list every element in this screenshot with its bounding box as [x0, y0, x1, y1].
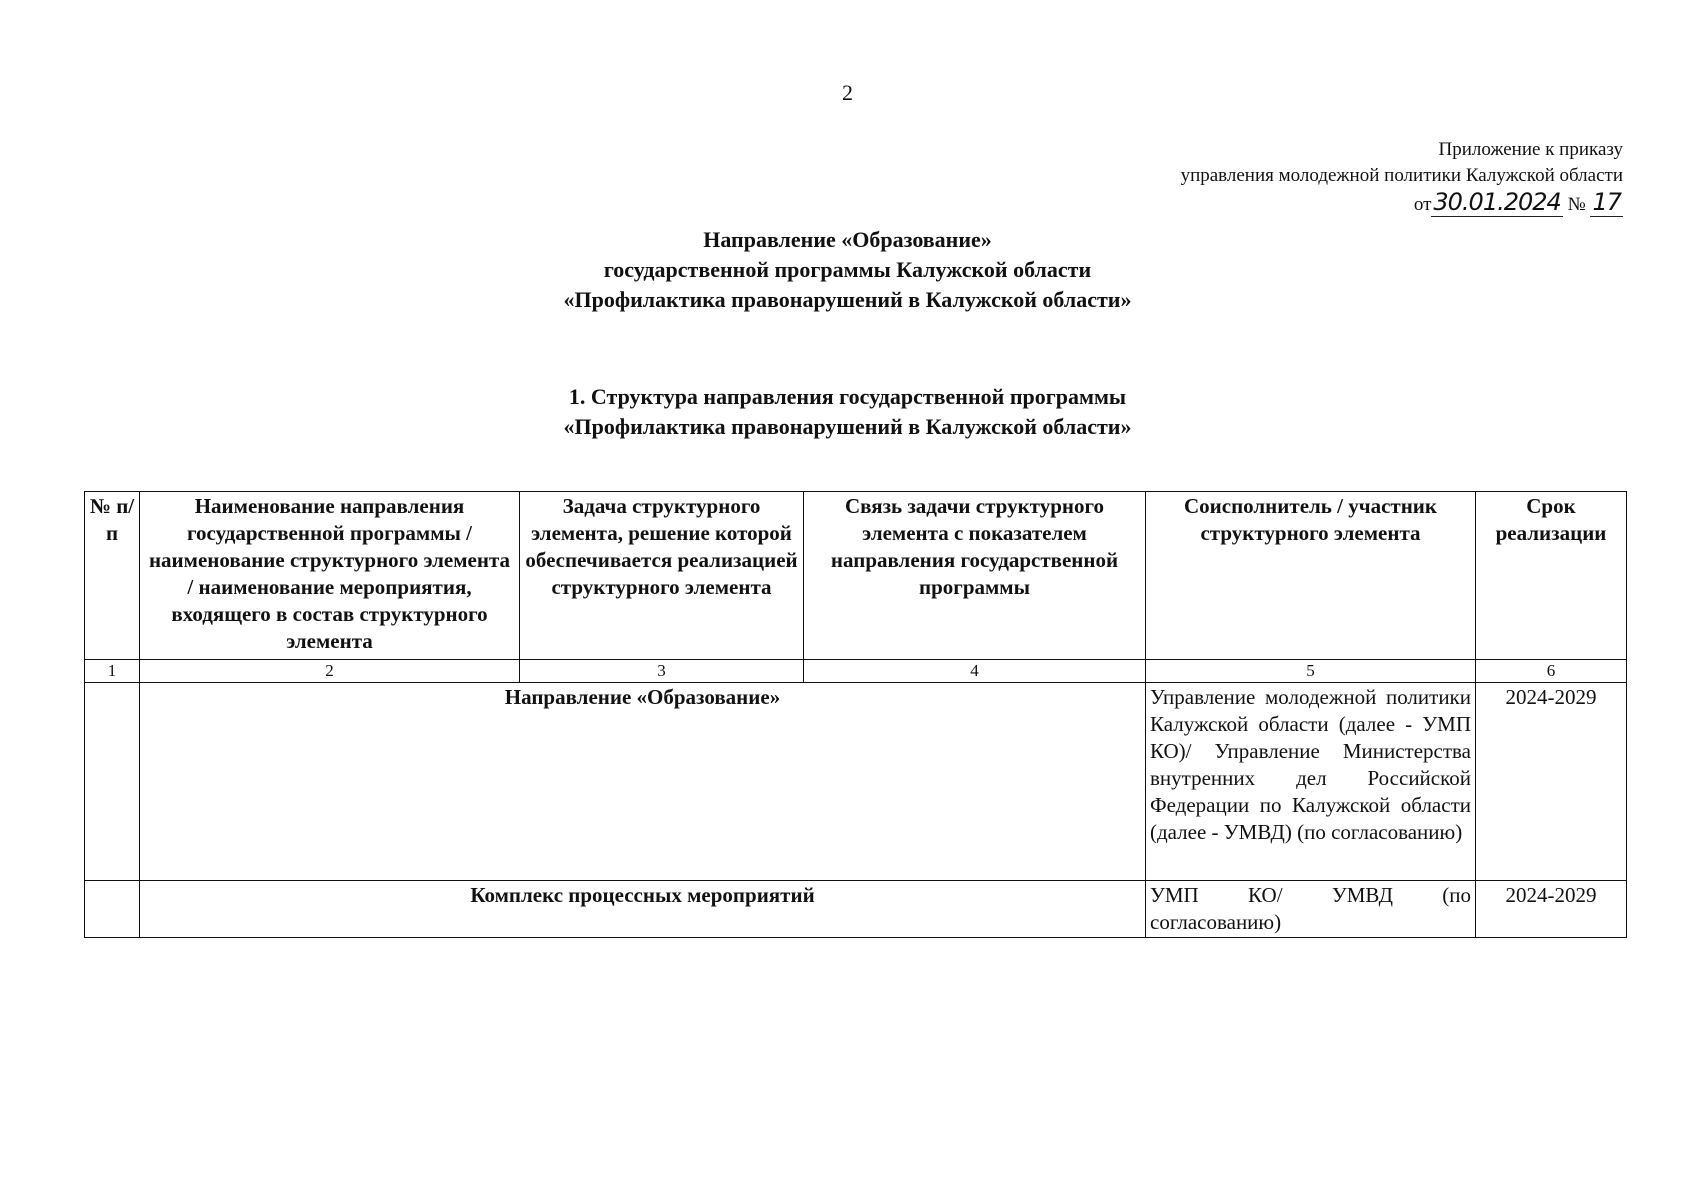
row-period: 2024-2029 [1476, 683, 1627, 881]
table-row [85, 881, 1627, 938]
header-participant: Соисполнитель / участник структурного элемента [1146, 492, 1476, 660]
approval-number-label: № [1567, 194, 1586, 215]
handwritten-date: 30.01.2024 [1433, 188, 1561, 216]
column-number: 3 [520, 660, 804, 683]
header-task: Задача структурного элемента, решение которой обеспечивается реализацией структурного элемента [520, 492, 804, 660]
section-line-2: «Профилактика правонарушений в Калужской области» [563, 414, 1132, 439]
approval-stamp [1181, 137, 1623, 218]
section-line-1: 1. Структура направления государственной программы [568, 384, 1127, 409]
column-number: 1 [85, 660, 140, 683]
row-number [85, 881, 140, 938]
table-header-row [85, 492, 1627, 660]
title-line-2: государственной программы Калужской области [603, 257, 1092, 282]
title-line-3: «Профилактика правонарушений в Калужской области» [563, 287, 1132, 312]
header-link: Связь задачи структурного элемента с показателем направления государственной программы [804, 492, 1146, 660]
header-name: Наименование направления государственной программы / наименование структурного элемента / наименование мероприятия, входящего в состав структурного элемента [140, 492, 520, 660]
handwritten-number: 17 [1592, 188, 1621, 216]
header-period: Срок реализации [1476, 492, 1627, 660]
row-participant: Управление молодежной политики Калужской области (далее - УМП КО)/ Управление Министерства внутренних дел Российской Федерации по Калужской области (далее - УМВД) (по согласованию) [1146, 683, 1476, 881]
document-title [0, 225, 1695, 315]
approval-line-2: управления молодежной политики Калужской области [1180, 165, 1623, 186]
section-heading [0, 382, 1695, 442]
approval-from-label: от [1413, 194, 1432, 215]
column-number: 4 [804, 660, 1146, 683]
row-participant: УМП КО/ УМВД (по согласованию) [1146, 881, 1476, 938]
row-period: 2024-2029 [1476, 881, 1627, 938]
page-number: 2 [842, 80, 853, 105]
structure-table [84, 491, 1627, 938]
approval-date-line [1181, 189, 1623, 218]
column-number: 6 [1476, 660, 1627, 683]
approval-line-1: Приложение к приказу [1438, 139, 1623, 160]
row-number [85, 683, 140, 881]
header-number: № п/п [85, 492, 140, 660]
title-line-1: Направление «Образование» [703, 227, 992, 252]
row-title: Комплекс процессных мероприятий [140, 881, 1146, 938]
column-numbers-row [85, 660, 1627, 683]
column-number: 5 [1146, 660, 1476, 683]
row-title: Направление «Образование» [140, 683, 1146, 881]
table-row [85, 683, 1627, 881]
column-number: 2 [140, 660, 520, 683]
